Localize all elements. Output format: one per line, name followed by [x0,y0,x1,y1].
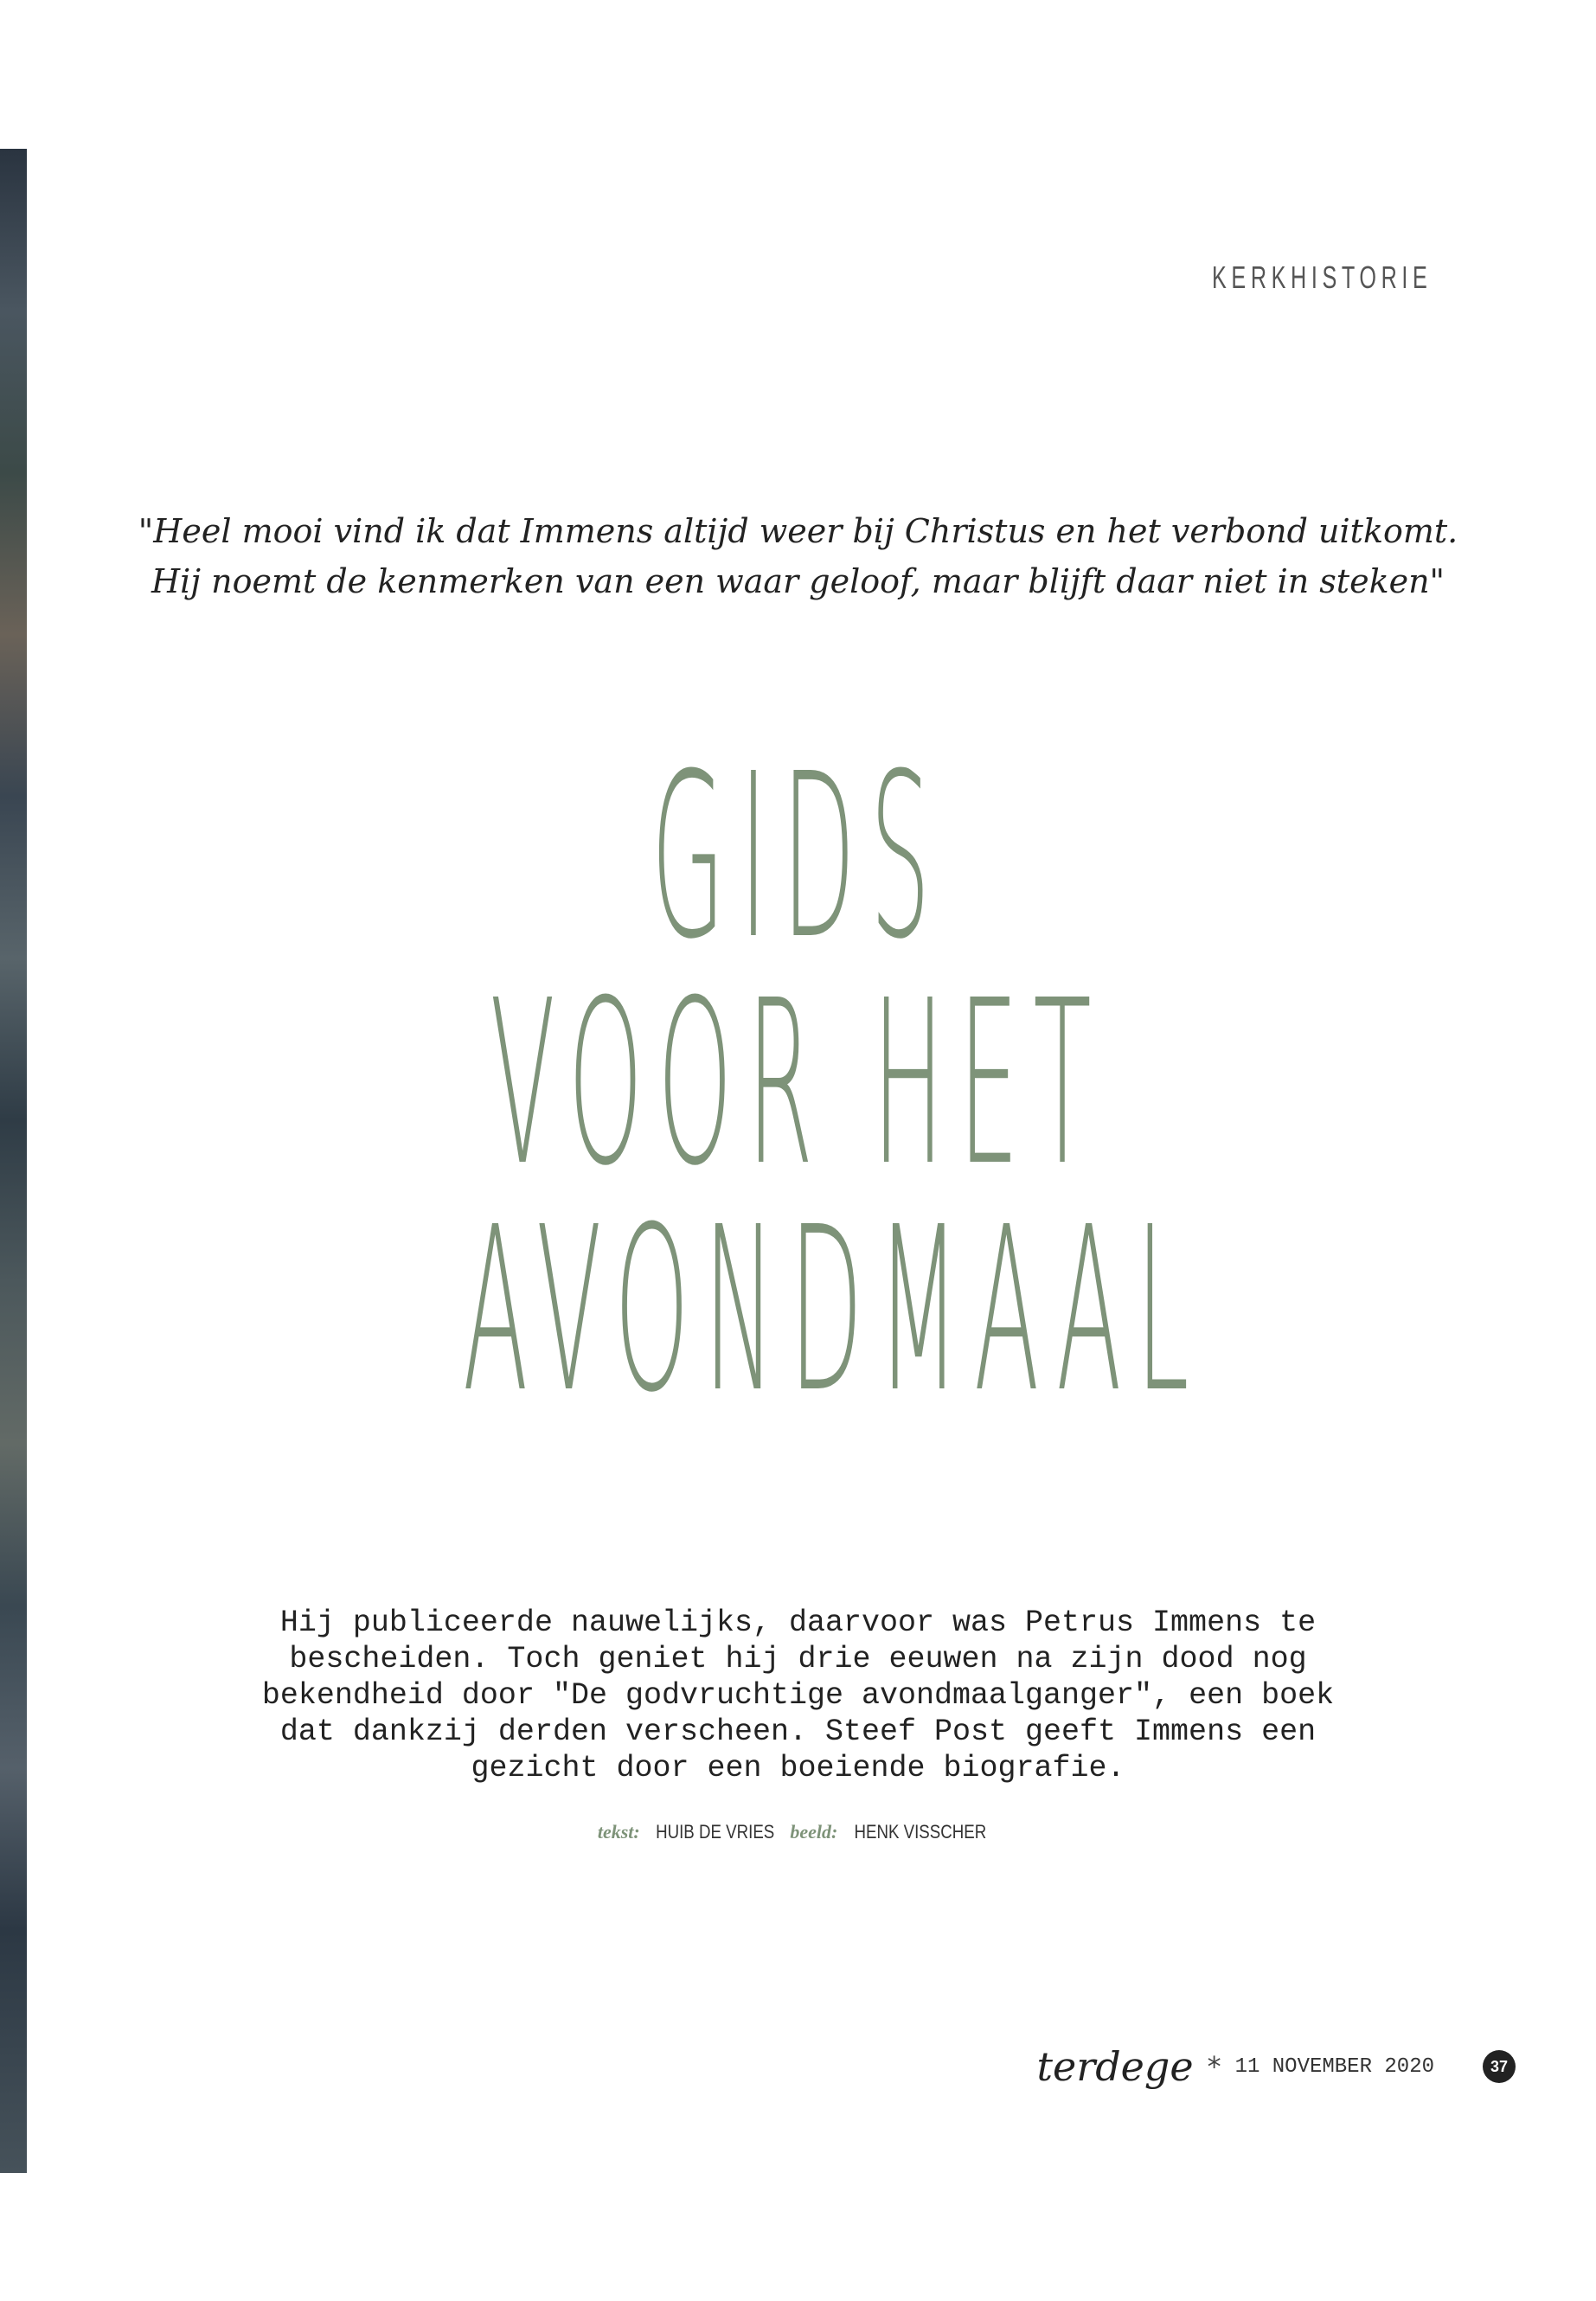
magazine-brand: terdege [1036,2043,1194,2090]
title-line-3: AVONDMAAL [463,1178,1204,1442]
asterisk-separator: * [1207,2050,1221,2083]
image-credit-name: HENK VISSCHER [854,1821,987,1843]
section-label: KERKHISTORIE [1211,260,1432,295]
page-footer [1037,2043,1516,2090]
pull-quote-line-2: Hij noemt de kenmerken van een waar geloof, maar blijft daar niet in steken" [151,562,1445,600]
pull-quote-line-1: "Heel mooi vind ik dat Immens altijd weer bij Christus en het verbond uitkomt. [138,512,1458,550]
title-line-1: GIDS [651,725,945,989]
pull-quote [0,506,1596,606]
text-credit-label: tekst: [597,1821,640,1843]
page-number: 37 [1483,2050,1516,2083]
article-lede: Hij publiceerde nauwelijks, daarvoor was Petrus Immens te bescheiden. Toch geniet hij drie eeuwen na zijn dood nog bekendheid door "De godvruchtige avondmaalganger", een boek dat dankzij derden verscheen. Steef Post geeft Immens een gezicht door een boeiende biografie. [261,1606,1335,1785]
text-credit-name: HUIB DE VRIES [655,1821,775,1843]
title-line-2: VOOR HET [490,952,1106,1215]
article-title [0,725,1596,1442]
issue-date: 11 NOVEMBER 2020 [1234,2054,1434,2079]
image-credit-label: beeld: [790,1821,838,1843]
credits [0,1821,1596,1843]
